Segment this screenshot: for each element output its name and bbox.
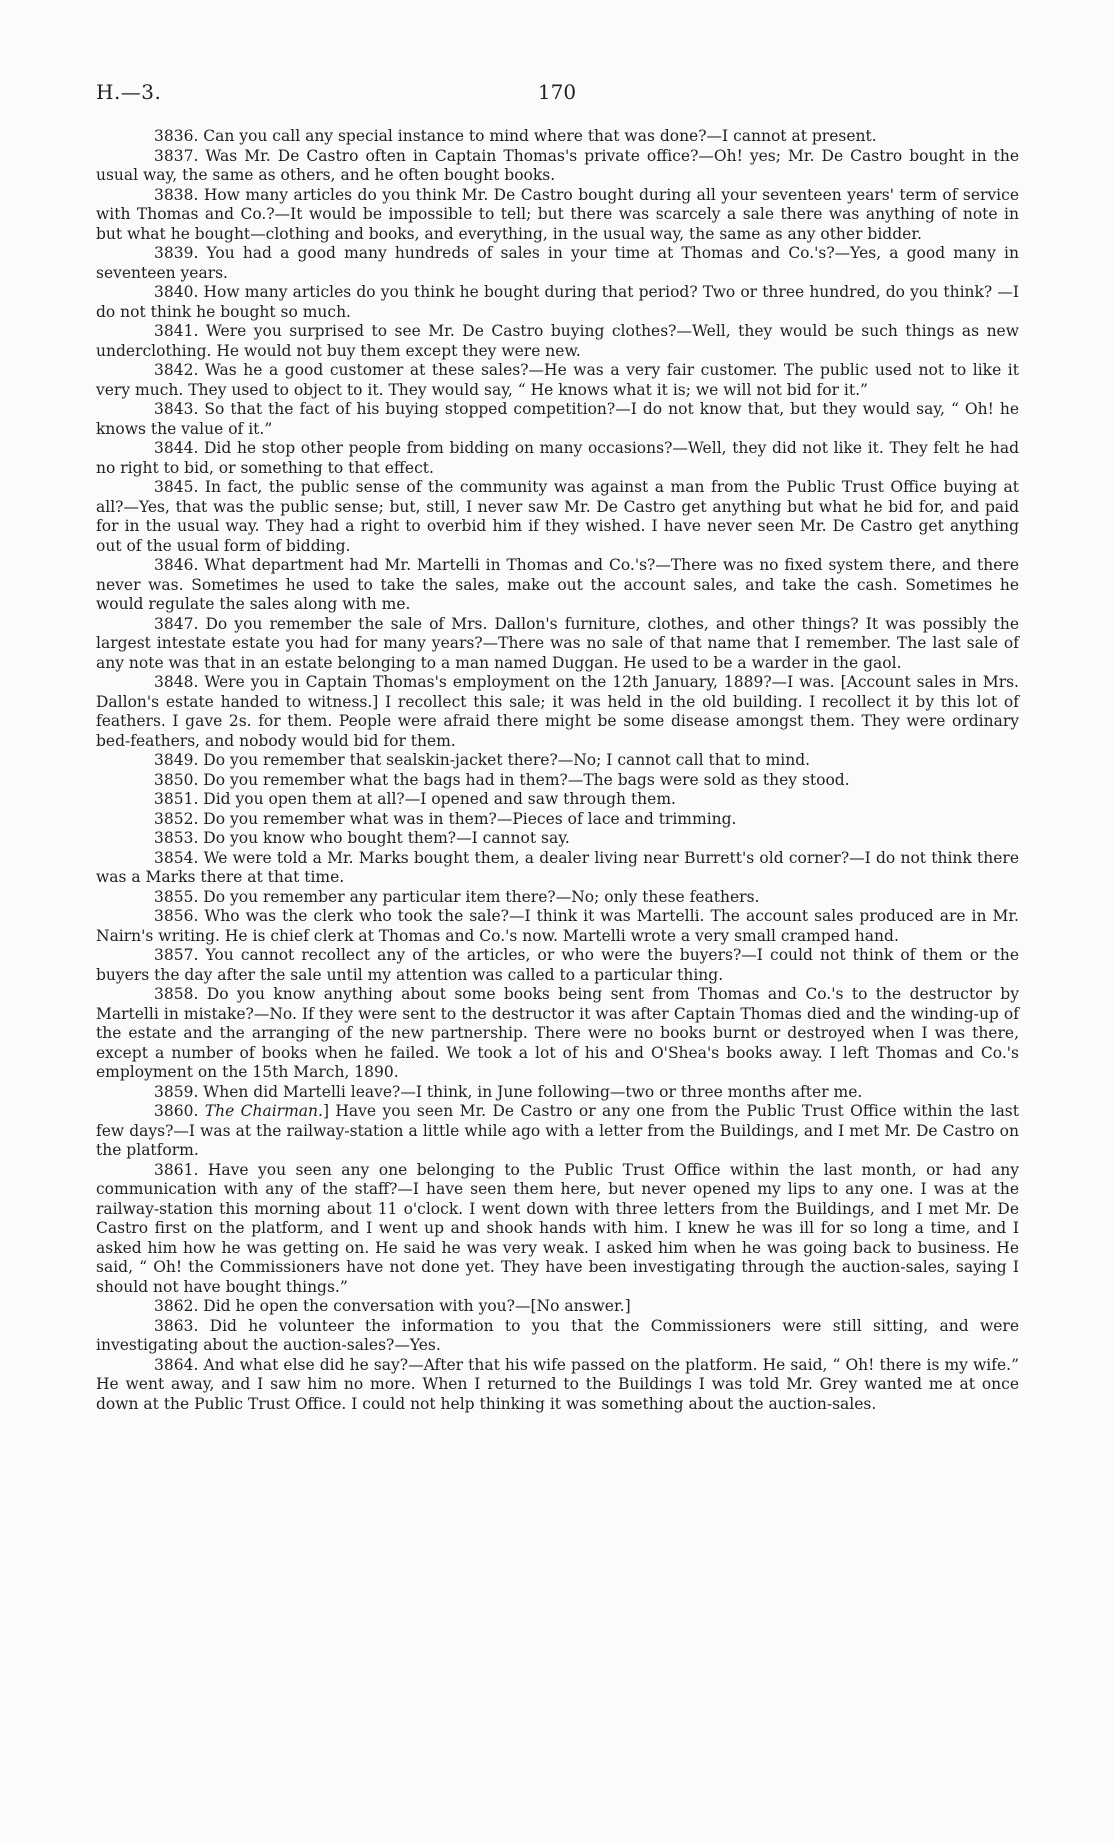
paragraph-3836: 3836. Can you call any special instance to mind where that was done?—I cannot at present. [154, 127, 877, 145]
paragraph-3843: 3843. So that the fact of his buying stopped competition?—I do not know that, but they would say, “ Oh! he knows the value of it.” [96, 400, 1019, 438]
paragraph-3861: 3861. Have you seen any one belonging to the Public Trust Office within the last month, or had any communication with any of the staff?—I have seen them here, but never opened my lips to any one. I was at the railway-station this morning about 11 o'clock. I went down with three letters from the Buildings, and I met Mr. De Castro first on the platform, and I went up and shook hands with him. I knew he was ill for so long a time, and I asked him how he was getting on. He said he was very weak. I asked him when he was going back to business. He said, “ Oh! the Commissioners have not done yet. They have been investigating through the auction-sales, saying I should not have bought things.” [96, 1160, 1019, 1296]
testimony-body [96, 127, 1019, 1414]
paragraph-3842: 3842. Was he a good customer at these sales?—He was a very fair customer. The public used not to like it very much. They used to object to it. They would say, “ He knows what it is; we will not bid for it.” [96, 361, 1019, 399]
paragraph-3841: 3841. Were you surprised to see Mr. De Castro buying clothes?—Well, they would be such things as new underclothing. He would not buy them except they were new. [96, 322, 1019, 360]
speaker-label: The Chairman. [204, 1102, 323, 1120]
paragraph-3839: 3839. You had a good many hundreds of sales in your time at Thomas and Co.'s?—Yes, a good many in seventeen years. [96, 244, 1019, 282]
paragraph-3849: 3849. Do you remember that sealskin-jacket there?—No; I cannot call that to mind. [154, 751, 811, 769]
paragraph-3846: 3846. What department had Mr. Martelli in Thomas and Co.'s?—There was no fixed system there, and there never was. Sometimes he used to take the sales, make out the account sales, and take the cash. Sometimes he would regulate the sales along with me. [96, 556, 1019, 613]
paragraph-3863: 3863. Did he volunteer the information to you that the Commissioners were still sitting, and were investigating about the auction-sales?—Yes. [96, 1316, 1019, 1354]
document-reference: H.—3. [96, 80, 162, 104]
paragraph-3856: 3856. Who was the clerk who took the sale?—I think it was Martelli. The account sales produced are in Mr. Nairn's writing. He is chief clerk at Thomas and Co.'s now. Martelli wrote a very small cramped hand. [96, 907, 1019, 945]
question-number: 3860. [154, 1102, 199, 1120]
paragraph-3855: 3855. Do you remember any particular item there?—No; only these feathers. [154, 887, 760, 906]
paragraph-3851: 3851. Did you open them at all?—I opened and saw through them. [154, 790, 676, 808]
paragraph-3860 [96, 1102, 1019, 1161]
paragraph-3840: 3840. How many articles do you think he bought during that period? Two or three hundred, do you think? —I do not think he bought so much. [96, 283, 1019, 321]
paragraph-3858: 3858. Do you know anything about some books being sent from Thomas and Co.'s to the destructor by Martelli in mistake?—No. If they were sent to the destructor it was after Captain Thomas died and the winding-up of the estate and the arranging of the new partnership. There were no books burnt or destroyed when I was there, except a number of books when he failed. We took a lot of his and O'Shea's books away. I left Thomas and Co.'s employment on the 15th March, 1890. [96, 985, 1019, 1081]
paragraph-3845: 3845. In fact, the public sense of the community was against a man from the Public Trust Office buying at all?—Yes, that was the public sense; but, still, I never saw Mr. De Castro get anything but what he bid for, and paid for in the usual way. They had a right to overbid him if they wished. I have never seen Mr. De Castro get anything out of the usual form of bidding. [96, 478, 1019, 555]
paragraph-3850: 3850. Do you remember what the bags had in them?—The bags were sold as they stood. [154, 770, 850, 789]
paragraph-3848: 3848. Were you in Captain Thomas's employment on the 12th January, 1889?—I was. [Account sales in Mrs. Dallon's estate handed to witness.] I recollect this sale; it was held in the old building. I recollect it by this lot of feathers. I gave 2s. for them. People were afraid there might be some disease amongst them. They were ordinary bed-feathers, and nobody would bid for them. [96, 673, 1019, 750]
paragraph-3854: 3854. We were told a Mr. Marks bought them, a dealer living near Burrett's old corner?—I do not think there was a Marks there at that time. [96, 848, 1019, 886]
paragraph-3859: 3859. When did Martelli leave?—I think, in June following—two or three months after me. [154, 1082, 863, 1101]
paragraph-3847: 3847. Do you remember the sale of Mrs. Dallon's furniture, clothes, and other things? It was possibly the largest intestate estate you had for many years?—There was no sale of that name that I remember. The last sale of any note was that in an estate belonging to a man named Duggan. He used to be a warder in the gaol. [96, 614, 1019, 672]
paragraph-3853: 3853. Do you know who bought them?—I cannot say. [154, 829, 570, 847]
paragraph-3857: 3857. You cannot recollect any of the articles, or who were the buyers?—I could not think of them or the buyers the day after the sale until my attention was called to a particular thing. [96, 946, 1019, 984]
page-header [96, 80, 1018, 116]
paragraph-3844: 3844. Did he stop other people from bidding on many occasions?—Well, they did not like it. They felt he had no right to bid, or something to that effect. [96, 439, 1019, 477]
paragraph-3852: 3852. Do you remember what was in them?—Pieces of lace and trimming. [154, 809, 737, 828]
paragraph-3837: 3837. Was Mr. De Castro often in Captain Thomas's private office?—Oh! yes; Mr. De Castro bought in the usual way, the same as others, and he often bought books. [96, 146, 1019, 184]
paragraph-3838: 3838. How many articles do you think Mr. De Castro bought during all your seventeen years' term of service with Thomas and Co.?—It would be impossible to tell; but there was scarcely a sale there was anything of note in but what he bought—clothing and books, and everything, in the usual way, the same as any other bidder. [96, 185, 1019, 243]
paragraph-3864: 3864. And what else did he say?—After that his wife passed on the platform. He said, “ Oh! there is my wife.” He went away, and I saw him no more. When I returned to the Buildings I was told Mr. Grey wanted me at once down at the Public Trust Office. I could not help thinking it was something about the auction-sales. [96, 1355, 1019, 1413]
paragraph-3862: 3862. Did he open the conversation with you?—[No answer.] [154, 1297, 631, 1315]
paragraph-text: ] Have you seen Mr. De Castro or any one from the Public Trust Office within the last few days?—I was at the railway-station a little while ago with a letter from the Buildings, and I met Mr. De Castro on the platform. [96, 1102, 1019, 1159]
page-number: 170 [537, 80, 577, 104]
